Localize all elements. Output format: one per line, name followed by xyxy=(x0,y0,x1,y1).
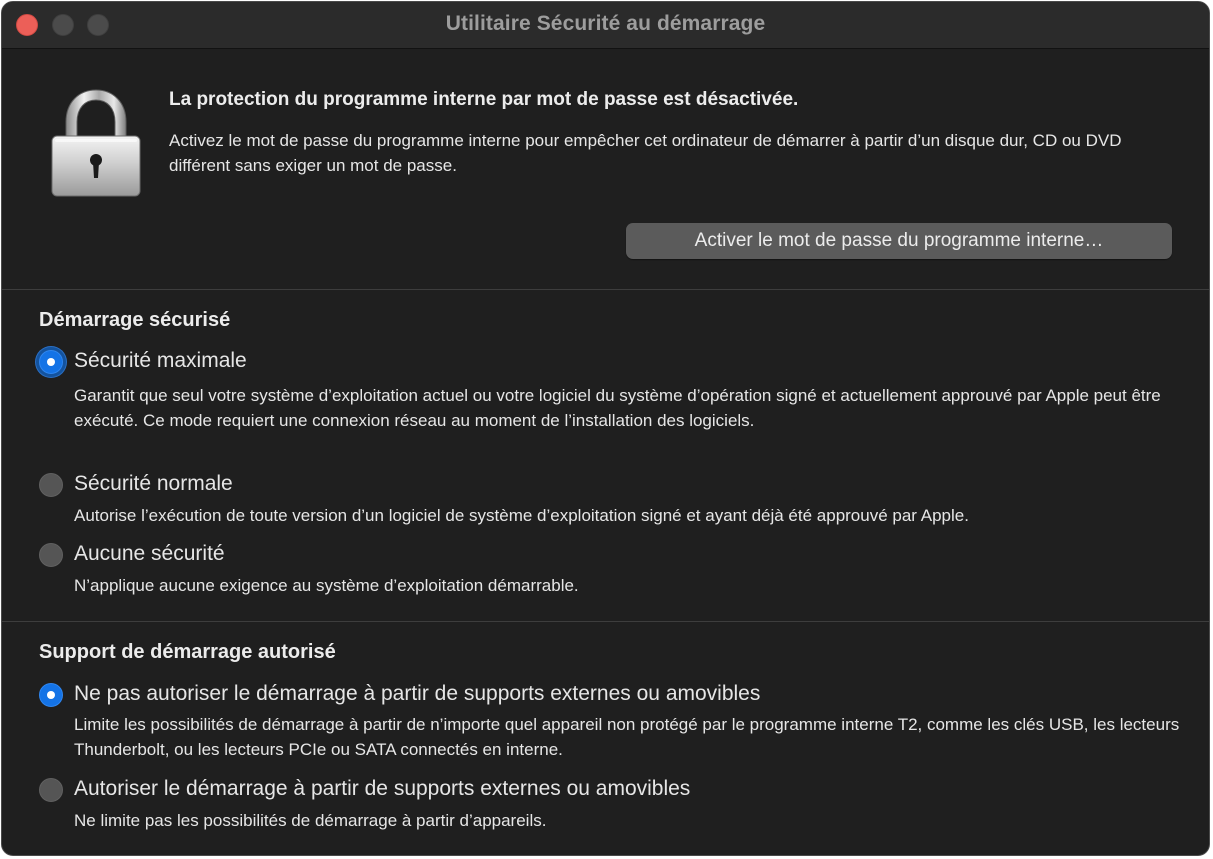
option-label-full-security[interactable]: Sécurité maximale xyxy=(74,349,247,372)
section-divider xyxy=(2,289,1209,290)
option-label-no-security[interactable]: Aucune sécurité xyxy=(74,542,225,565)
boot-media-title: Support de démarrage autorisé xyxy=(39,641,336,663)
enable-firmware-password-button[interactable]: Activer le mot de passe du programme interne… xyxy=(626,223,1172,259)
secure-boot-title: Démarrage sécurisé xyxy=(39,309,231,331)
radio-medium-security[interactable] xyxy=(39,473,63,497)
option-desc-medium-security: Autorise l’exécution de toute version d’un logiciel de système d’exploitation signé et ayant déjà été approuvé par Apple. xyxy=(74,506,969,525)
option-label-disallow-external-boot[interactable]: Ne pas autoriser le démarrage à partir de supports externes ou amovibles xyxy=(74,682,761,705)
option-desc-allow-external-boot: Ne limite pas les possibilités de démarrage à partir d’appareils. xyxy=(74,811,547,830)
option-desc-disallow-external-boot: Limite les possibilités de démarrage à partir de n’importe quel appareil non protégé par le programme interne T2, comme les clés USB, les lecteurs Thunderbolt, ou les lecteurs PCIe ou SATA connectés en interne. xyxy=(74,715,1180,759)
firmware-status-heading: La protection du programme interne par mot de passe est désactivée. xyxy=(169,89,799,110)
radio-disallow-external-boot[interactable] xyxy=(39,683,63,707)
radio-allow-external-boot[interactable] xyxy=(39,778,63,802)
title-bar xyxy=(2,2,1209,49)
option-label-allow-external-boot[interactable]: Autoriser le démarrage à partir de supports externes ou amovibles xyxy=(74,777,691,800)
option-desc-full-security: Garantit que seul votre système d’exploitation actuel ou votre logiciel du système d’opération signé et actuellement approuvé par Apple peut être exécuté. Ce mode requiert une connexion réseau au moment de l’installation des logiciels. xyxy=(74,386,1161,430)
option-desc-no-security: N’applique aucune exigence au système d’exploitation démarrable. xyxy=(74,576,579,595)
radio-full-security[interactable] xyxy=(39,350,63,374)
window-title: Utilitaire Sécurité au démarrage xyxy=(445,12,766,35)
lock-icon xyxy=(48,88,144,200)
startup-security-window xyxy=(1,1,1210,856)
section-divider xyxy=(2,621,1209,622)
radio-no-security[interactable] xyxy=(39,543,63,567)
firmware-description: Activez le mot de passe du programme interne pour empêcher cet ordinateur de démarrer à partir d’un disque dur, CD ou DVD différent sans exiger un mot de passe. xyxy=(169,131,1122,175)
option-label-medium-security[interactable]: Sécurité normale xyxy=(74,472,233,495)
